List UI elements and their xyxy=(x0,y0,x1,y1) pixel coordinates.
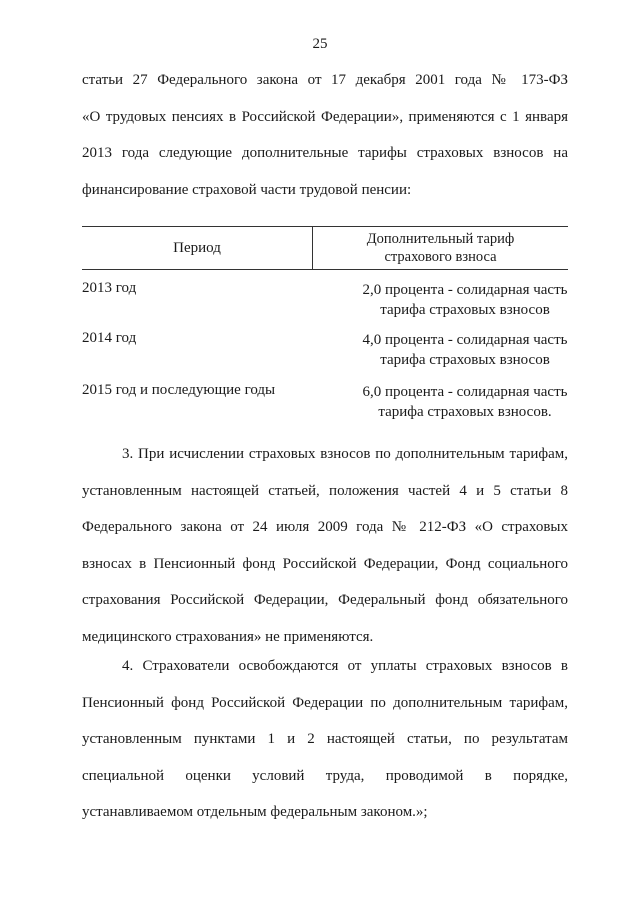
text-line: Пенсионный фонд Российской Федерации по дополнительным тарифам, xyxy=(82,694,568,711)
row-period: 2014 год xyxy=(82,330,137,346)
text-line: установленным пунктами 1 и 2 настоящей статьи, по результатам xyxy=(82,731,568,747)
table-row xyxy=(82,330,568,370)
page-number: 25 xyxy=(312,36,328,52)
paragraph-4 xyxy=(82,648,568,831)
row-period: 2015 год и последующие годы xyxy=(82,382,276,398)
row-tariff-line: тарифа страховых взносов. xyxy=(378,404,552,420)
text-line: специальной оценки условий труда, проводимой в порядке, xyxy=(82,767,568,784)
paragraph-1 xyxy=(82,62,568,208)
table-row xyxy=(82,382,568,422)
text-line: статьи 27 Федерального закона от 17 декабря 2001 года № 173-ФЗ xyxy=(82,72,568,88)
table-header xyxy=(82,226,568,270)
header-tariff-line: страхового взноса xyxy=(384,249,497,265)
row-tariff-line: 6,0 процента - солидарная часть xyxy=(362,384,568,400)
text-line: медицинского страхования» не применяются. xyxy=(82,628,374,645)
text-line: 3. При исчислении страховых взносов по дополнительным тарифам, xyxy=(122,446,568,462)
text-line: устанавливаемом отдельным федеральным законом.»; xyxy=(82,804,428,820)
text-line: Федерального закона от 24 июля 2009 года № 212-ФЗ «О страховых xyxy=(82,519,568,535)
header-tariff-line: Дополнительный тариф xyxy=(366,231,515,247)
text-line: 4. Страхователи освобождаются от уплаты страховых взносов в xyxy=(122,658,568,674)
tariff-table xyxy=(82,226,568,420)
text-line: 2013 года следующие дополнительные тарифы страховых взносов на xyxy=(82,145,568,161)
row-tariff-line: тарифа страховых взносов xyxy=(380,302,550,318)
text-line: страхования Российской Федерации, Федеральный фонд обязательного xyxy=(82,592,568,608)
row-tariff-line: 4,0 процента - солидарная часть xyxy=(362,332,568,348)
row-tariff xyxy=(332,280,568,320)
table-row xyxy=(82,280,568,320)
paragraph-3 xyxy=(82,436,568,655)
row-period: 2013 год xyxy=(82,280,137,296)
text-line: взносах в Пенсионный фонд Российской Федерации, Фонд социального xyxy=(82,555,568,572)
text-line: финансирование страховой части трудовой пенсии: xyxy=(82,181,412,198)
row-tariff xyxy=(332,330,568,370)
header-period: Период xyxy=(82,227,313,269)
row-tariff-line: 2,0 процента - солидарная часть xyxy=(362,282,568,298)
text-line: установленным настоящей статьей, положения частей 4 и 5 статьи 8 xyxy=(82,482,568,499)
text-line: «О трудовых пенсиях в Российской Федерации», применяются с 1 января xyxy=(82,108,568,125)
header-tariff xyxy=(313,227,568,269)
row-tariff xyxy=(332,382,568,422)
row-tariff-line: тарифа страховых взносов xyxy=(380,352,550,368)
